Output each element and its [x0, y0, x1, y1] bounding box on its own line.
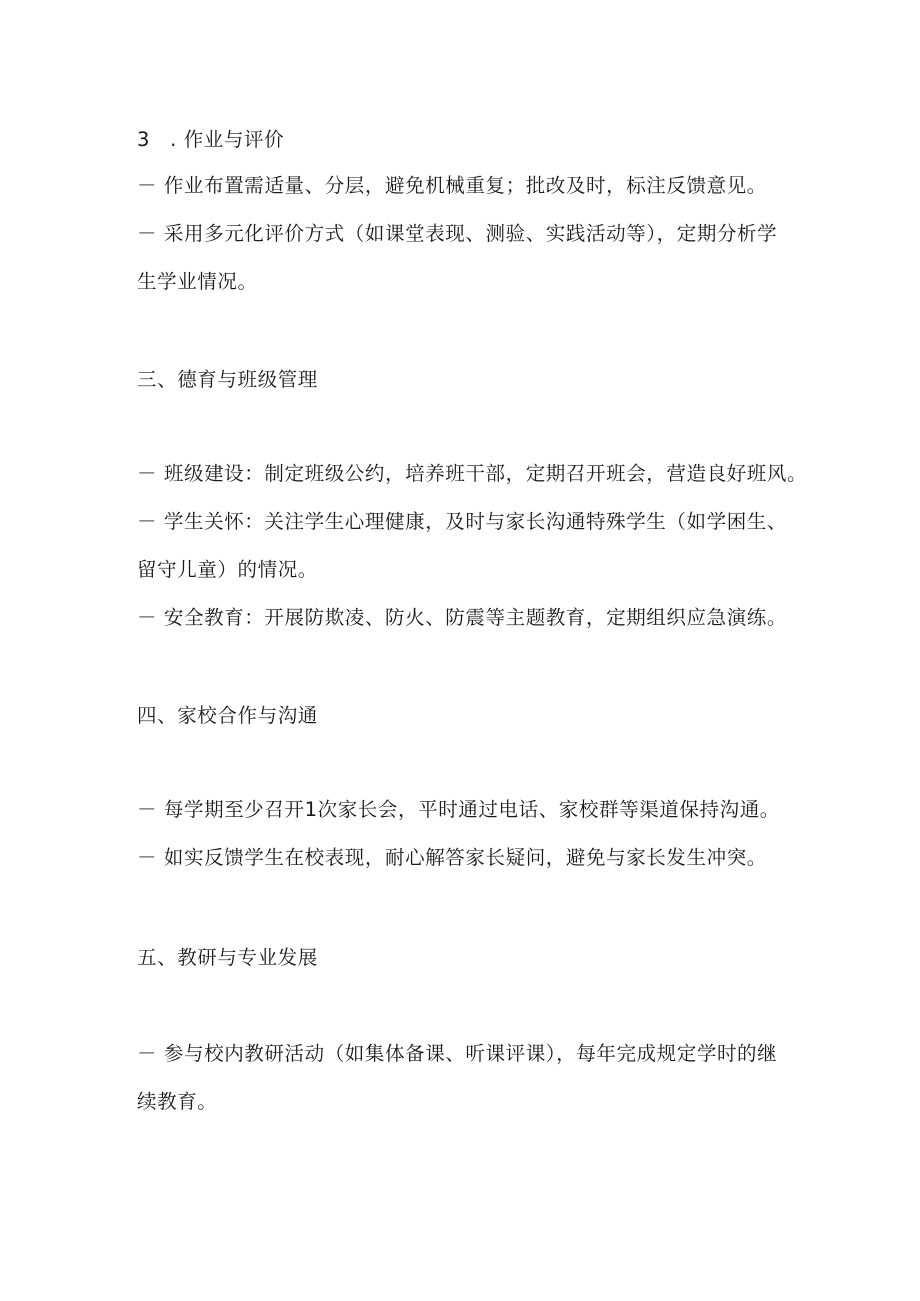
- paragraph-line: － 采用多元化评价方式（如课堂表现、测验、实践活动等），定期分析学: [137, 222, 778, 245]
- paragraph-line: － 每学期至少召开1次家长会，平时通过电话、家校群等渠道保持沟通。: [137, 798, 780, 821]
- paragraph-line: － 参与校内教研活动（如集体备课、听课评课），每年完成规定学时的继: [137, 1042, 778, 1065]
- paragraph-line: 续教育。: [137, 1090, 218, 1113]
- section-heading-home-school: 四、家校合作与沟通: [137, 704, 318, 727]
- section-heading-moral-education: 三、德育与班级管理: [137, 368, 318, 391]
- paragraph-line: － 学生关怀：关注学生心理健康，及时与家长沟通特殊学生（如学困生、: [137, 510, 787, 533]
- paragraph-line: 生学业情况。: [137, 270, 258, 293]
- paragraph-line: － 安全教育：开展防欺凌、防火、防震等主题教育，定期组织应急演练。: [137, 606, 787, 629]
- paragraph-line: － 如实反馈学生在校表现，耐心解答家长疑问，避免与家长发生冲突。: [137, 846, 767, 869]
- paragraph-line: － 作业布置需适量、分层，避免机械重复；批改及时，标注反馈意见。: [137, 174, 767, 197]
- subsection-heading-homework: 3 . 作业与评价: [137, 128, 285, 151]
- section-heading-teaching-research: 五、教研与专业发展: [137, 946, 318, 969]
- paragraph-line: 留守儿童）的情况。: [137, 558, 318, 581]
- paragraph-line: － 班级建设：制定班级公约，培养班干部，定期召开班会，营造良好班风。: [137, 462, 808, 485]
